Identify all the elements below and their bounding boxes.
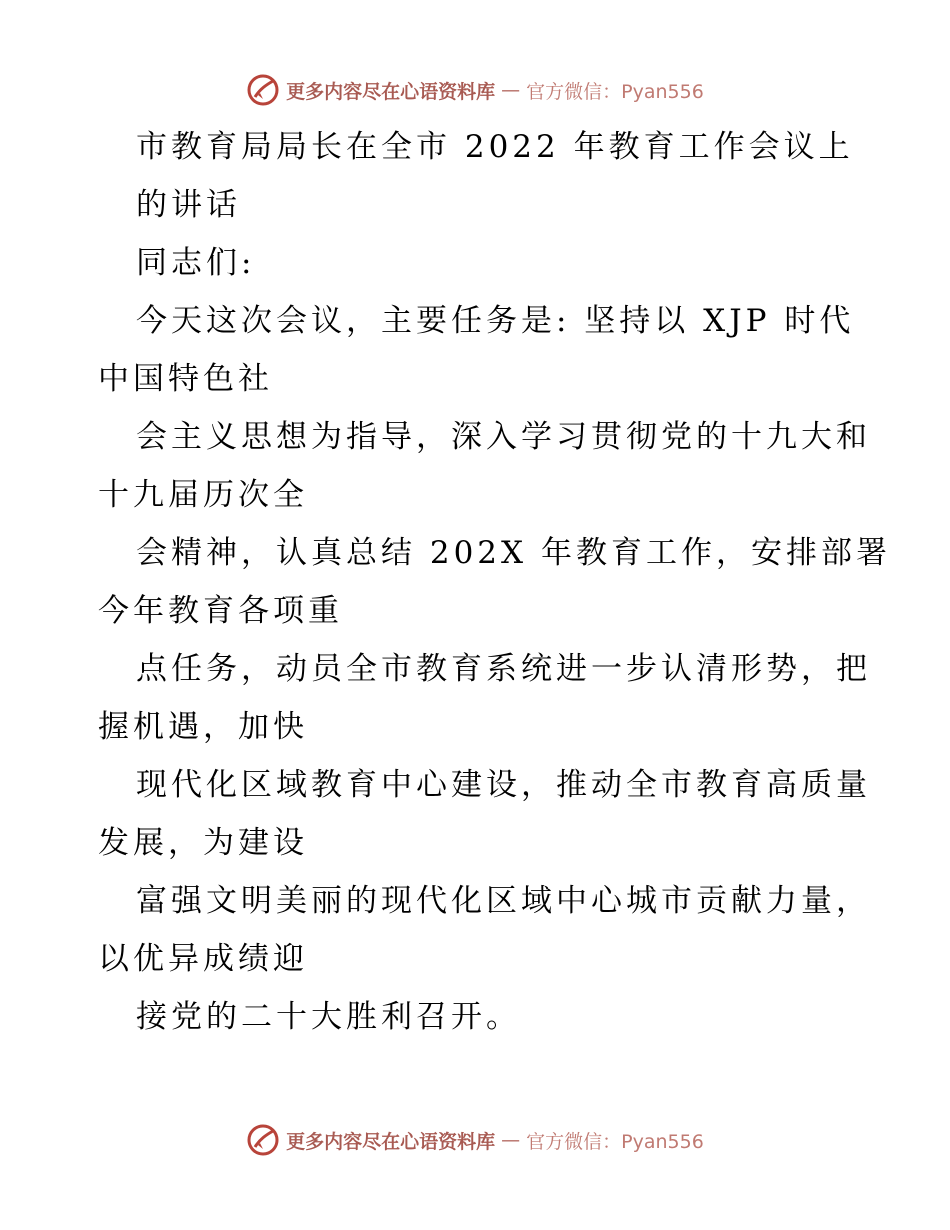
document-line: 发展，为建设 [98,825,308,861]
document-line: 会主义思想为指导，深入学习贯彻党的十九大和 [136,419,871,455]
document-line: 点任务，动员全市教育系统进一步认清形势，把 [136,651,871,687]
document-line: 富强文明美丽的现代化区域中心城市贡献力量， [136,883,871,919]
watermark-contact-text: 官方微信：Pyan556 [526,80,704,103]
document-line: 今年教育各项重 [98,593,343,629]
watermark-brand-text: 更多内容尽在心语资料库 [286,1130,496,1153]
document-body [98,118,891,1046]
document-line: 十九届历次全 [98,477,308,513]
document-line: 以优异成绩迎 [98,941,308,977]
footer-watermark [0,1118,950,1162]
document-line: 接党的二十大胜利召开。 [136,999,521,1035]
document-line: 的讲话 [136,187,241,223]
red-brush-logo-icon [246,73,280,107]
watermark-separator: — [501,1129,521,1151]
document-line: 现代化区域教育中心建设，推动全市教育高质量 [136,767,871,803]
watermark-brand-text: 更多内容尽在心语资料库 [286,80,496,103]
document-line: 中国特色社 [98,361,273,397]
document-line: 今天这次会议，主要任务是: 坚持以 XJP 时代 [136,303,855,339]
watermark-contact-text: 官方微信：Pyan556 [526,1130,704,1153]
watermark-separator: — [501,79,521,101]
red-brush-logo-icon [246,1123,280,1157]
document-line: 会精神，认真总结 202X 年教育工作，安排部署 [136,535,891,571]
document-line: 握机遇，加快 [98,709,308,745]
document-line: 市教育局局长在全市 2022 年教育工作会议上 [136,129,854,165]
header-watermark [0,68,950,112]
document-line: 同志们: [136,245,256,281]
